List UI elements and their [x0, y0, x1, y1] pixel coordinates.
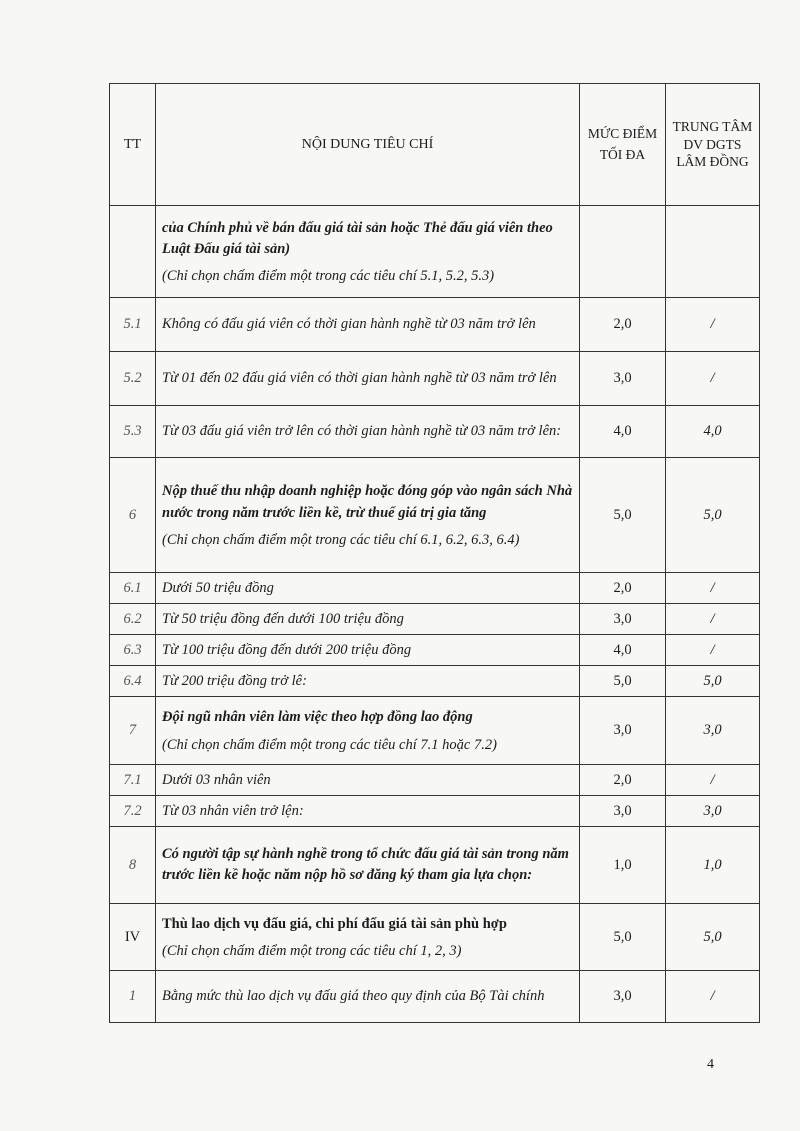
row-content	[156, 827, 580, 904]
table-row	[110, 765, 760, 796]
table-row	[110, 604, 760, 635]
row-center-score: /	[666, 298, 760, 352]
row-content	[156, 298, 580, 352]
row-content	[156, 971, 580, 1023]
row-content	[156, 635, 580, 666]
row-max-score: 5,0	[580, 458, 666, 573]
row-tt: 6	[110, 458, 156, 573]
row-tt	[110, 206, 156, 298]
row-content	[156, 666, 580, 697]
row-max-score	[580, 206, 666, 298]
row-max-score: 4,0	[580, 406, 666, 458]
row-text: Thù lao dịch vụ đấu giá, chi phí đấu giá tài sản phù hợp	[162, 915, 507, 932]
row-max-score: 5,0	[580, 904, 666, 971]
row-text: Từ 100 triệu đồng đến dưới 200 triệu đồng	[162, 641, 412, 658]
row-text: Từ 50 triệu đồng đến dưới 100 triệu đồng	[162, 610, 404, 627]
row-tt: 7.2	[110, 796, 156, 827]
row-text: Có người tập sự hành nghề trong tổ chức đấu giá tài sản trong năm trước liền kề hoặc năm nộp hồ sơ đăng ký tham gia lựa chọn:	[162, 845, 569, 883]
row-max-score: 2,0	[580, 765, 666, 796]
row-tt: 6.1	[110, 573, 156, 604]
row-text: Từ 01 đến 02 đấu giá viên có thời gian hành nghề từ 03 năm trở lên	[162, 369, 557, 386]
row-max-score: 3,0	[580, 352, 666, 406]
table-row	[110, 635, 760, 666]
row-content	[156, 352, 580, 406]
row-text: Dưới 03 nhân viên	[162, 771, 271, 788]
table-row	[110, 298, 760, 352]
row-text: Bằng mức thù lao dịch vụ đấu giá theo quy định của Bộ Tài chính	[162, 987, 545, 1004]
table-row	[110, 796, 760, 827]
table-header-row	[110, 84, 760, 206]
row-max-score: 1,0	[580, 827, 666, 904]
row-text: Không có đấu giá viên có thời gian hành nghề từ 03 năm trở lên	[162, 315, 536, 332]
row-content	[156, 904, 580, 971]
table-row	[110, 206, 760, 298]
row-content	[156, 765, 580, 796]
table-row	[110, 904, 760, 971]
row-max-score: 5,0	[580, 666, 666, 697]
table-row	[110, 458, 760, 573]
table-row	[110, 352, 760, 406]
row-content	[156, 697, 580, 765]
row-tt: 7.1	[110, 765, 156, 796]
row-center-score: 5,0	[666, 666, 760, 697]
row-max-score: 2,0	[580, 298, 666, 352]
row-text: của Chính phủ về bán đấu giá tài sản hoặc Thẻ đấu giá viên theo Luật Đấu giá tài sản)	[162, 219, 553, 257]
row-tt: 5.2	[110, 352, 156, 406]
row-note: (Chỉ chọn chấm điểm một trong các tiêu chí 6.1, 6.2, 6.3, 6.4)	[162, 531, 520, 548]
header-center: TRUNG TÂM DV DGTS LÂM ĐỒNG	[666, 84, 760, 206]
table-row	[110, 827, 760, 904]
row-center-score: 5,0	[666, 904, 760, 971]
row-tt: 1	[110, 971, 156, 1023]
row-center-score: /	[666, 635, 760, 666]
row-tt: 8	[110, 827, 156, 904]
row-max-score: 3,0	[580, 796, 666, 827]
header-content: NỘI DUNG TIÊU CHÍ	[156, 84, 580, 206]
row-max-score: 2,0	[580, 573, 666, 604]
row-text: Từ 03 nhân viên trở lện:	[162, 802, 304, 819]
row-max-score: 4,0	[580, 635, 666, 666]
row-tt: 6.2	[110, 604, 156, 635]
row-tt: 6.3	[110, 635, 156, 666]
table-row	[110, 697, 760, 765]
row-content	[156, 458, 580, 573]
row-center-score: /	[666, 352, 760, 406]
row-center-score: 1,0	[666, 827, 760, 904]
table-row	[110, 666, 760, 697]
row-center-score: 3,0	[666, 796, 760, 827]
row-tt: 5.3	[110, 406, 156, 458]
row-content	[156, 573, 580, 604]
row-max-score: 3,0	[580, 604, 666, 635]
row-note: (Chỉ chọn chấm điểm một trong các tiêu chí 1, 2, 3)	[162, 943, 462, 959]
row-center-score: 3,0	[666, 697, 760, 765]
row-note: (Chỉ chọn chấm điểm một trong các tiêu chí 7.1 hoặc 7.2)	[162, 736, 497, 753]
row-tt: 7	[110, 697, 156, 765]
row-content	[156, 796, 580, 827]
row-center-score: 5,0	[666, 458, 760, 573]
row-center-score: /	[666, 604, 760, 635]
row-note: (Chỉ chọn chấm điểm một trong các tiêu chí 5.1, 5.2, 5.3)	[162, 268, 495, 285]
row-center-score: /	[666, 573, 760, 604]
row-max-score: 3,0	[580, 697, 666, 765]
row-text: Từ 200 triệu đồng trở lê:	[162, 672, 307, 689]
row-content	[156, 604, 580, 635]
row-center-score: /	[666, 971, 760, 1023]
table-row	[110, 406, 760, 458]
table-row	[110, 573, 760, 604]
row-center-score	[666, 206, 760, 298]
row-content	[156, 206, 580, 298]
row-max-score: 3,0	[580, 971, 666, 1023]
row-text: Dưới 50 triệu đồng	[162, 579, 274, 596]
header-tt: TT	[110, 84, 156, 206]
table-row	[110, 971, 760, 1023]
row-text: Nộp thuế thu nhập doanh nghiệp hoặc đóng góp vào ngân sách Nhà nước trong năm trước liền kề, trừ thuế giá trị gia tăng	[162, 483, 573, 521]
row-content	[156, 406, 580, 458]
row-tt: IV	[110, 904, 156, 971]
row-tt: 6.4	[110, 666, 156, 697]
row-text: Đội ngũ nhân viên làm việc theo hợp đồng lao động	[162, 709, 473, 726]
row-tt: 5.1	[110, 298, 156, 352]
row-text: Từ 03 đấu giá viên trở lên có thời gian hành nghề từ 03 năm trở lên:	[162, 422, 562, 439]
header-max-score: MỨC ĐIỂM TỐI ĐA	[580, 84, 666, 206]
row-center-score: 4,0	[666, 406, 760, 458]
row-center-score: /	[666, 765, 760, 796]
page-number: 4	[707, 1057, 714, 1072]
criteria-table	[109, 83, 760, 1023]
